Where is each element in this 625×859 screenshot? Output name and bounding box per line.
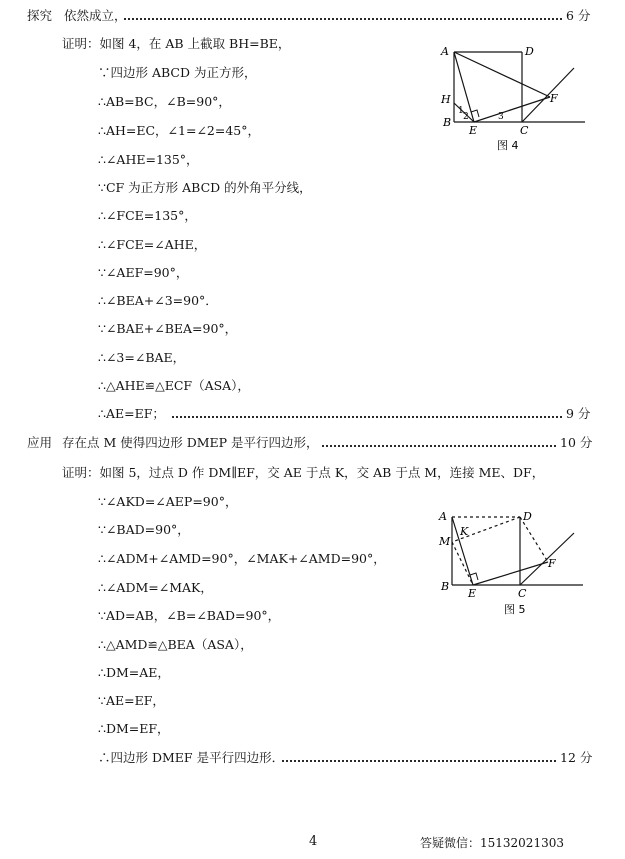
- segment-me: [452, 542, 473, 585]
- contact-info: 答疑微信：15132021303: [420, 836, 564, 850]
- proof-line: ∵∠AEF=90°，: [98, 265, 189, 280]
- score-mark: 10 分: [560, 435, 593, 450]
- score-mark: 9 分: [566, 406, 591, 421]
- figure-5-caption: 图 5: [504, 603, 526, 616]
- label-m: M: [439, 535, 451, 548]
- section-label-yingyong: 应用: [27, 435, 53, 450]
- proof-line: ∴∠3=∠BAE，: [98, 350, 186, 365]
- proof-line: ∴∠ADM=∠MAK，: [98, 580, 213, 595]
- proof-line: ∴DM=EF，: [98, 721, 170, 736]
- proof-line: ∴AE=EF；: [98, 406, 165, 421]
- label-b: B: [443, 116, 452, 129]
- proof-line: ∵CF 为正方形 ABCD 的外角平分线，: [98, 180, 312, 195]
- label-a: A: [441, 45, 449, 58]
- proof-line: ∵AD=AB，∠B=∠BAD=90°，: [98, 608, 281, 623]
- proof-line: ∴AH=EC，∠1=∠2=45°，: [98, 123, 260, 138]
- segment-af: [454, 52, 550, 97]
- label-angle-3: 3: [498, 112, 504, 122]
- yingyong-intro: 存在点 M 使得四边形 DMEP 是平行四边形，: [62, 435, 319, 450]
- label-d: D: [523, 510, 532, 523]
- score-leader: [124, 18, 562, 20]
- bisector-cf: [520, 533, 574, 585]
- score-mark: 6 分: [566, 8, 591, 23]
- segment-ef: [474, 97, 550, 122]
- proof-line: ∵AE=EF，: [98, 693, 165, 708]
- label-d: D: [525, 45, 534, 58]
- proof-line: ∴AB=BC，∠B=90°，: [98, 94, 231, 109]
- label-b: B: [441, 580, 450, 593]
- score-mark: 12 分: [560, 750, 593, 765]
- proof-line: ∴∠FCE=∠AHE，: [98, 237, 207, 252]
- proof-line: ∵∠BAE+∠BEA=90°，: [98, 321, 238, 336]
- segment-ef: [473, 562, 548, 585]
- figure-5: [436, 505, 586, 620]
- label-angle-2: 2: [463, 112, 469, 122]
- proof-line: 证明：如图 4，在 AB 上截取 BH=BE，: [62, 36, 291, 51]
- score-leader: [172, 416, 562, 418]
- proof-line: ∴∠AHE=135°，: [98, 152, 199, 167]
- proof-line: ∴DM=AE，: [98, 665, 170, 680]
- label-f: F: [550, 92, 558, 105]
- segment-df: [520, 517, 548, 562]
- proof-line: ∴四边形 DMEF 是平行四边形．: [98, 750, 285, 765]
- tanjiu-intro: 依然成立，: [64, 8, 127, 23]
- section-label-tanjiu: 探究: [27, 8, 53, 23]
- label-k: K: [460, 525, 469, 538]
- label-c: C: [518, 587, 527, 600]
- proof-line: ∴∠ADM+∠AMD=90°，∠MAK+∠AMD=90°，: [98, 551, 386, 566]
- score-leader: [322, 445, 556, 447]
- label-angle-1: 1: [458, 106, 464, 116]
- figure-4-caption: 图 4: [497, 139, 519, 152]
- figure-4: [438, 40, 588, 155]
- label-e: E: [469, 124, 478, 137]
- proof-line: ∵∠AKD=∠AEP=90°，: [98, 494, 238, 509]
- label-h: H: [441, 93, 451, 106]
- proof-line: ∴△AMD≌△BEA（ASA），: [98, 637, 253, 652]
- proof-line: 证明：如图 5，过点 D 作 DM∥EF，交 AE 于点 K，交 AB 于点 M，连接 ME、DF，: [62, 465, 545, 480]
- page-number: 4: [309, 834, 318, 849]
- proof-line: ∵∠BAD=90°，: [98, 522, 190, 537]
- proof-line: ∴△AHE≌△ECF（ASA），: [98, 378, 250, 393]
- label-a: A: [439, 510, 447, 523]
- proof-line: ∵四边形 ABCD 为正方形，: [98, 65, 257, 80]
- score-leader: [282, 760, 556, 762]
- label-c: C: [520, 124, 529, 137]
- bisector-cf: [522, 68, 574, 122]
- label-e: E: [468, 587, 477, 600]
- proof-line: ∴∠BEA+∠3=90°．: [98, 293, 218, 308]
- proof-line: ∴∠FCE=135°，: [98, 208, 197, 223]
- label-f: F: [548, 557, 556, 570]
